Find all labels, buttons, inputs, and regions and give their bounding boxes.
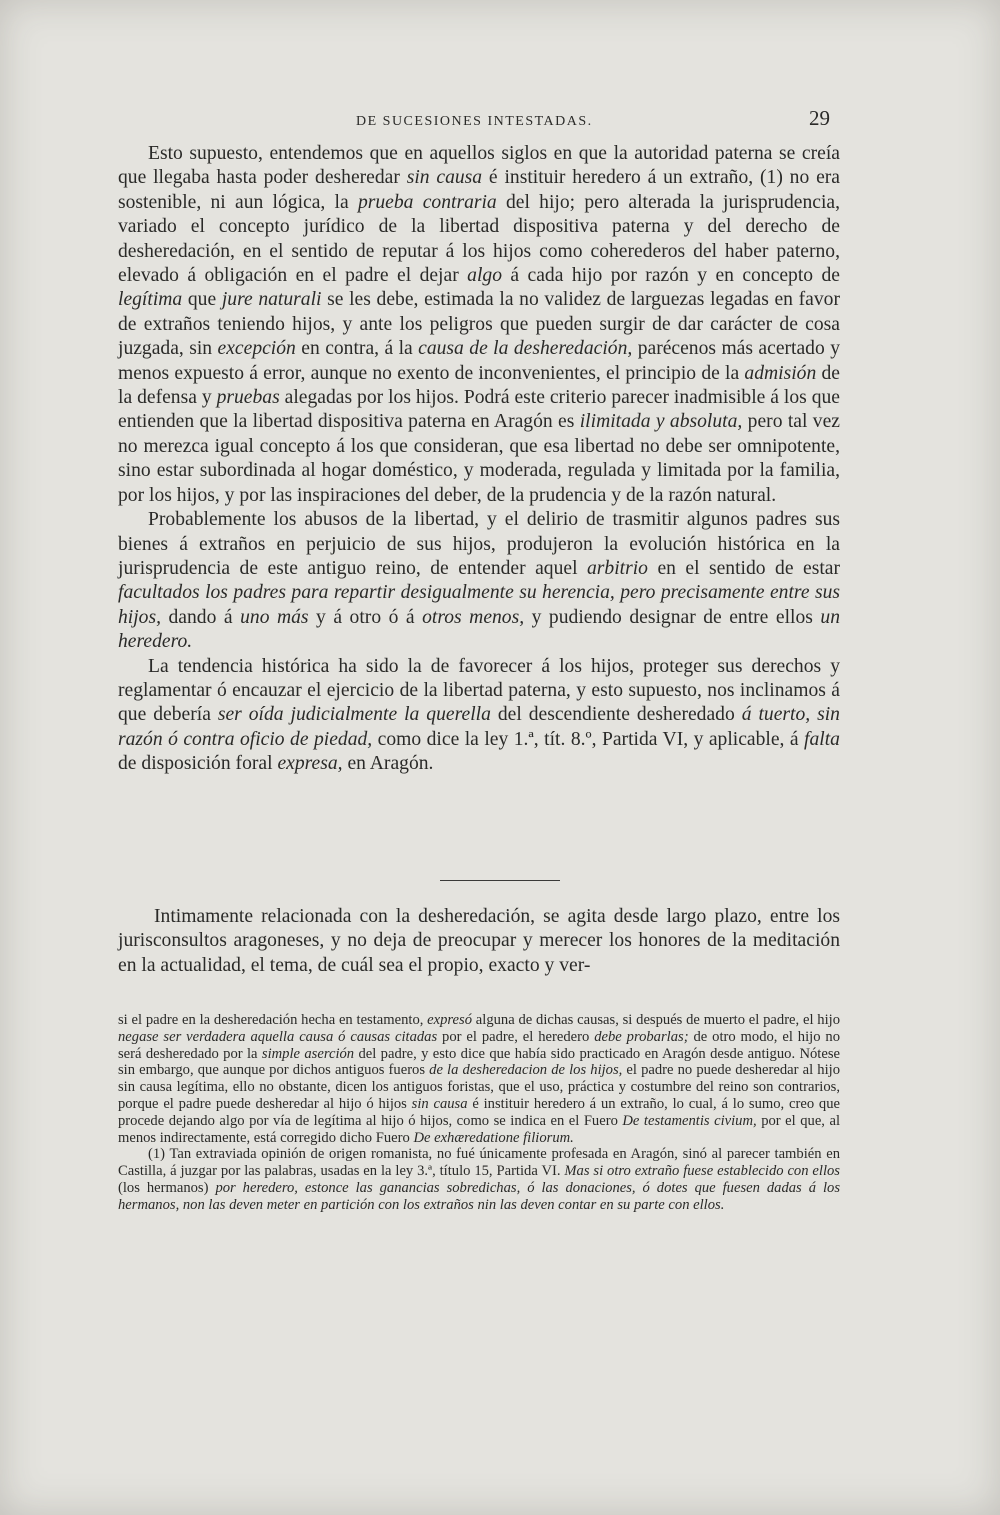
text-run: Probablemente los abusos de la libertad, y el delirio de trasmitir algunos padres sus bienes á extraños en perjuicio de sus hijos, produjeron la evolución histórica en la jurisprudencia de este antiguo reino, de entender aquel — [118, 509, 840, 579]
main-text — [118, 142, 840, 777]
italic-run: por heredero, estonce las ganancias sobredichas, ó las donaciones, ó dotes que fuesen dadas á los hermanos, non las deven meter en partición con los extraños nin las deven contar en su parte con ellos. — [118, 1179, 840, 1213]
paragraph-4 — [118, 905, 840, 978]
text-run: del padre, y esto dice que había sido practicado en Aragón desde antiguo. Nótese sin embargo, que aunque por dichos antiguos fueros — [118, 1045, 840, 1079]
italic-run: falta — [804, 728, 840, 750]
text-run: de otro modo, el hijo no será desheredado por la — [118, 1028, 840, 1062]
italic-run: expresa, — [277, 753, 343, 775]
text-run: alegadas por los hijos. Podrá este criterio parecer inadmisible á los que entienden que la libertad dispositiva paterna en Aragón es — [118, 387, 840, 433]
italic-run: prueba contraria — [357, 191, 497, 213]
text-run: del descendiente desheredado — [490, 704, 742, 726]
text-run: se les debe, estimada la no validez de larguezas legadas en favor de extraños teniendo hijos, y ante los peligros que pueden surgir de dar carácter de cosa juzgada, sin — [118, 289, 840, 360]
italic-run: arbitrio — [587, 557, 648, 579]
text-run: dando á — [161, 606, 241, 628]
page-header — [118, 106, 840, 136]
paragraph-1 — [118, 142, 840, 508]
text-run: y pudiendo designar de entre ellos — [524, 606, 821, 628]
italic-run: facultados los padres para repartir desigualmente su herencia, pero precisamente entre sus hijos, — [118, 582, 840, 628]
italic-run: admisión — [744, 362, 817, 384]
page-number: 29 — [809, 106, 830, 130]
italic-run: á tuerto, sin razón ó contra oficio de piedad, — [118, 704, 840, 750]
text-run: (los hermanos) — [118, 1179, 216, 1196]
italic-run: jure naturali — [221, 289, 322, 311]
paragraph-3 — [118, 655, 840, 777]
text-run: é instituir heredero á un extraño, (1) no era sostenible, ni aun lógica, la — [118, 167, 841, 213]
text-run: por el padre, el heredero — [437, 1028, 595, 1045]
italic-run: De testamentis civium, — [622, 1112, 757, 1129]
text-run: pero tal vez no merezca igual concepto á los que consideran, que esa libertad no debe ser omnipotente, sino estar subordinada al hogar doméstico, y moderada, regulada y limitada por la familia, por los hijos, y por las inspiraciones del deber, de la prudencia y de la razón natural. — [118, 411, 840, 506]
footnote-1 — [118, 1146, 840, 1213]
italic-run: ilimitada y absoluta, — [579, 411, 743, 433]
italic-run: debe probarlas; — [594, 1028, 689, 1045]
text-run: parécenos más acertado y menos expuesto á error, aunque no exento de inconvenientes, el principio de la — [118, 338, 840, 384]
italic-run: uno más — [240, 606, 309, 628]
text-run: del hijo; pero alterada la jurisprudencia, variado el concepto jurídico de la libertad dispositiva paterna y del derecho de desheredación, en el sentido de reputar á los hijos como coherederos del haber paterno, elevado á obligación en el padre el dejar — [118, 191, 841, 287]
italic-run: sin causa — [411, 1095, 468, 1112]
text-run: é instituir heredero á un extraño, lo cual, á lo sumo, creo que procede dejando algo por vía de legítima al hijo ó hijos, como se indica en el Fuero — [118, 1095, 840, 1129]
italic-run: simple aserción — [261, 1045, 355, 1062]
italic-run: causa de la desheredación, — [418, 338, 633, 360]
main-text-continued — [118, 905, 840, 978]
text-run: Intimamente relacionada con la desheredación, se agita desde largo plazo, entre los jurisconsultos aragoneses, y no deja de preocupar y merecer los honores de la meditación en la actualidad, el tema, de cuál sea el propio, exacto y ver- — [118, 906, 840, 976]
italic-run: Mas si otro extraño fuese establecido con ellos — [564, 1163, 840, 1180]
running-head: DE SUCESIONES INTESTADAS. — [356, 114, 593, 129]
italic-run: De exhæredatione filiorum. — [413, 1129, 574, 1146]
italic-run: negase ser verdadera aquella causa ó causas citadas — [118, 1028, 438, 1045]
text-run: (1) Tan extraviada opinión de origen romanista, no fué únicamente profesada en Aragón, sinó al parecer también en Castilla, á juzgar por las palabras, usadas en la ley 3.ª, título 15, Partida VI. — [118, 1146, 840, 1180]
text-run: si el padre en la desheredación hecha en testamento, — [118, 1012, 428, 1028]
italic-run: expresó — [427, 1012, 473, 1028]
text-run: en Aragón. — [342, 753, 434, 775]
text-run: á cada hijo por razón y en concepto de — [502, 265, 840, 287]
text-run: de la defensa y — [118, 362, 840, 409]
italic-run: sin causa — [406, 167, 483, 189]
footnote-continuation — [118, 1012, 840, 1146]
section-divider — [440, 880, 560, 881]
footnotes — [118, 1012, 840, 1214]
italic-run: excepción — [217, 338, 296, 360]
italic-run: un heredero. — [118, 606, 840, 653]
paragraph-2 — [118, 508, 840, 654]
italic-run: otros menos, — [422, 606, 525, 628]
italic-run: de la desheredacion de los hijos, — [429, 1062, 623, 1079]
text-run: por el que, al menos indirectamente, está corregido dicho Fuero — [118, 1112, 840, 1146]
italic-run: legítima — [118, 289, 183, 311]
text-run: como dice la ley 1.ª, tít. 8.º, Partida VI, y aplicable, á — [372, 728, 805, 750]
text-run: Esto supuesto, entendemos que en aquellos siglos en que la autoridad paterna se creía que llegaba hasta poder desheredar — [118, 143, 840, 189]
text-run: que — [182, 289, 222, 311]
text-run: de disposición foral — [118, 753, 278, 775]
text-run: en contra, á la — [295, 338, 419, 360]
text-run: alguna de dichas causas, si después de muerto el padre, el hijo — [472, 1012, 840, 1028]
text-run: La tendencia histórica ha sido la de favorecer á los hijos, proteger sus derechos y reglamentar ó encauzar el ejercicio de la libertad paterna, y esto supuesto, nos inclinamos á que debería — [118, 655, 840, 726]
italic-run: algo — [467, 265, 502, 287]
text-run: en el sentido de estar — [647, 557, 840, 579]
text-run: el padre no puede desheredar al hijo sin causa legítima, ello no obstante, dicen los antiguos foristas, que el uso, práctica y costumbre del reino son contrarios, porque el padre puede desheredar al hijo ó hijos — [118, 1062, 840, 1112]
text-run: y á otro ó á — [308, 606, 423, 628]
italic-run: pruebas — [216, 387, 280, 409]
italic-run: ser oída judicialmente la querella — [217, 704, 491, 726]
